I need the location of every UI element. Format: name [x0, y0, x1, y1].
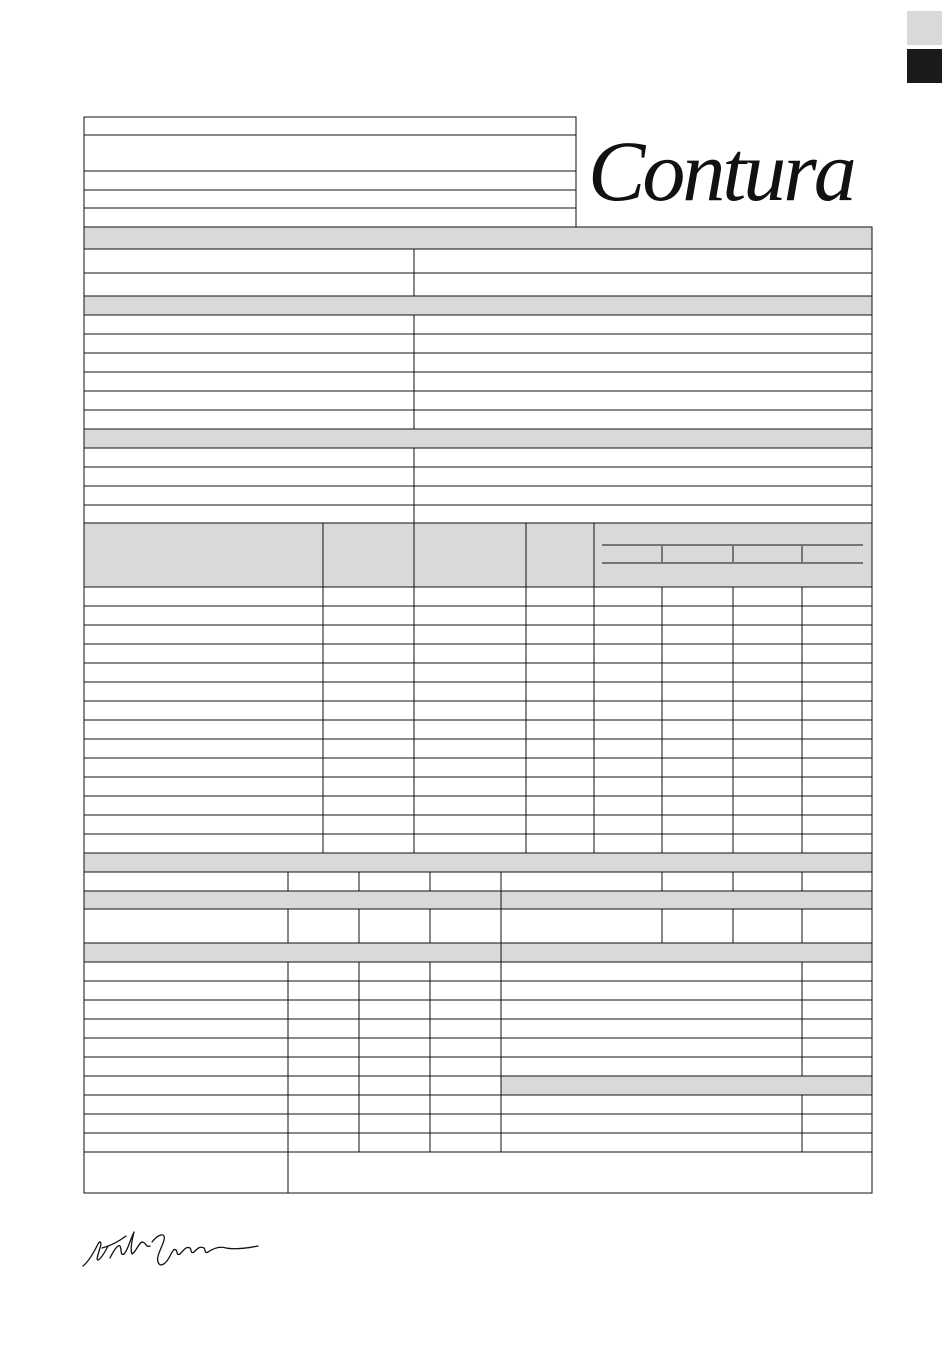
subsection-band-left: [84, 943, 501, 962]
subsection-band-right: [501, 1076, 872, 1095]
subsection-band-right: [501, 891, 872, 909]
section-5: [84, 853, 872, 943]
header-box: [84, 117, 576, 227]
subsection-band-left: [84, 891, 501, 909]
section-band: [84, 296, 872, 315]
table-header-band: [84, 523, 872, 587]
signature: [80, 1222, 262, 1274]
section-band: [84, 853, 872, 872]
section-2: [84, 296, 872, 429]
section-1: [84, 227, 872, 296]
section-3: [84, 429, 872, 523]
section-6: [84, 943, 872, 1193]
subsection-band-right: [501, 943, 872, 962]
contura-logo: Contura: [588, 123, 854, 219]
section-4-table: [84, 523, 872, 853]
section-band: [84, 227, 872, 249]
section-band: [84, 429, 872, 448]
